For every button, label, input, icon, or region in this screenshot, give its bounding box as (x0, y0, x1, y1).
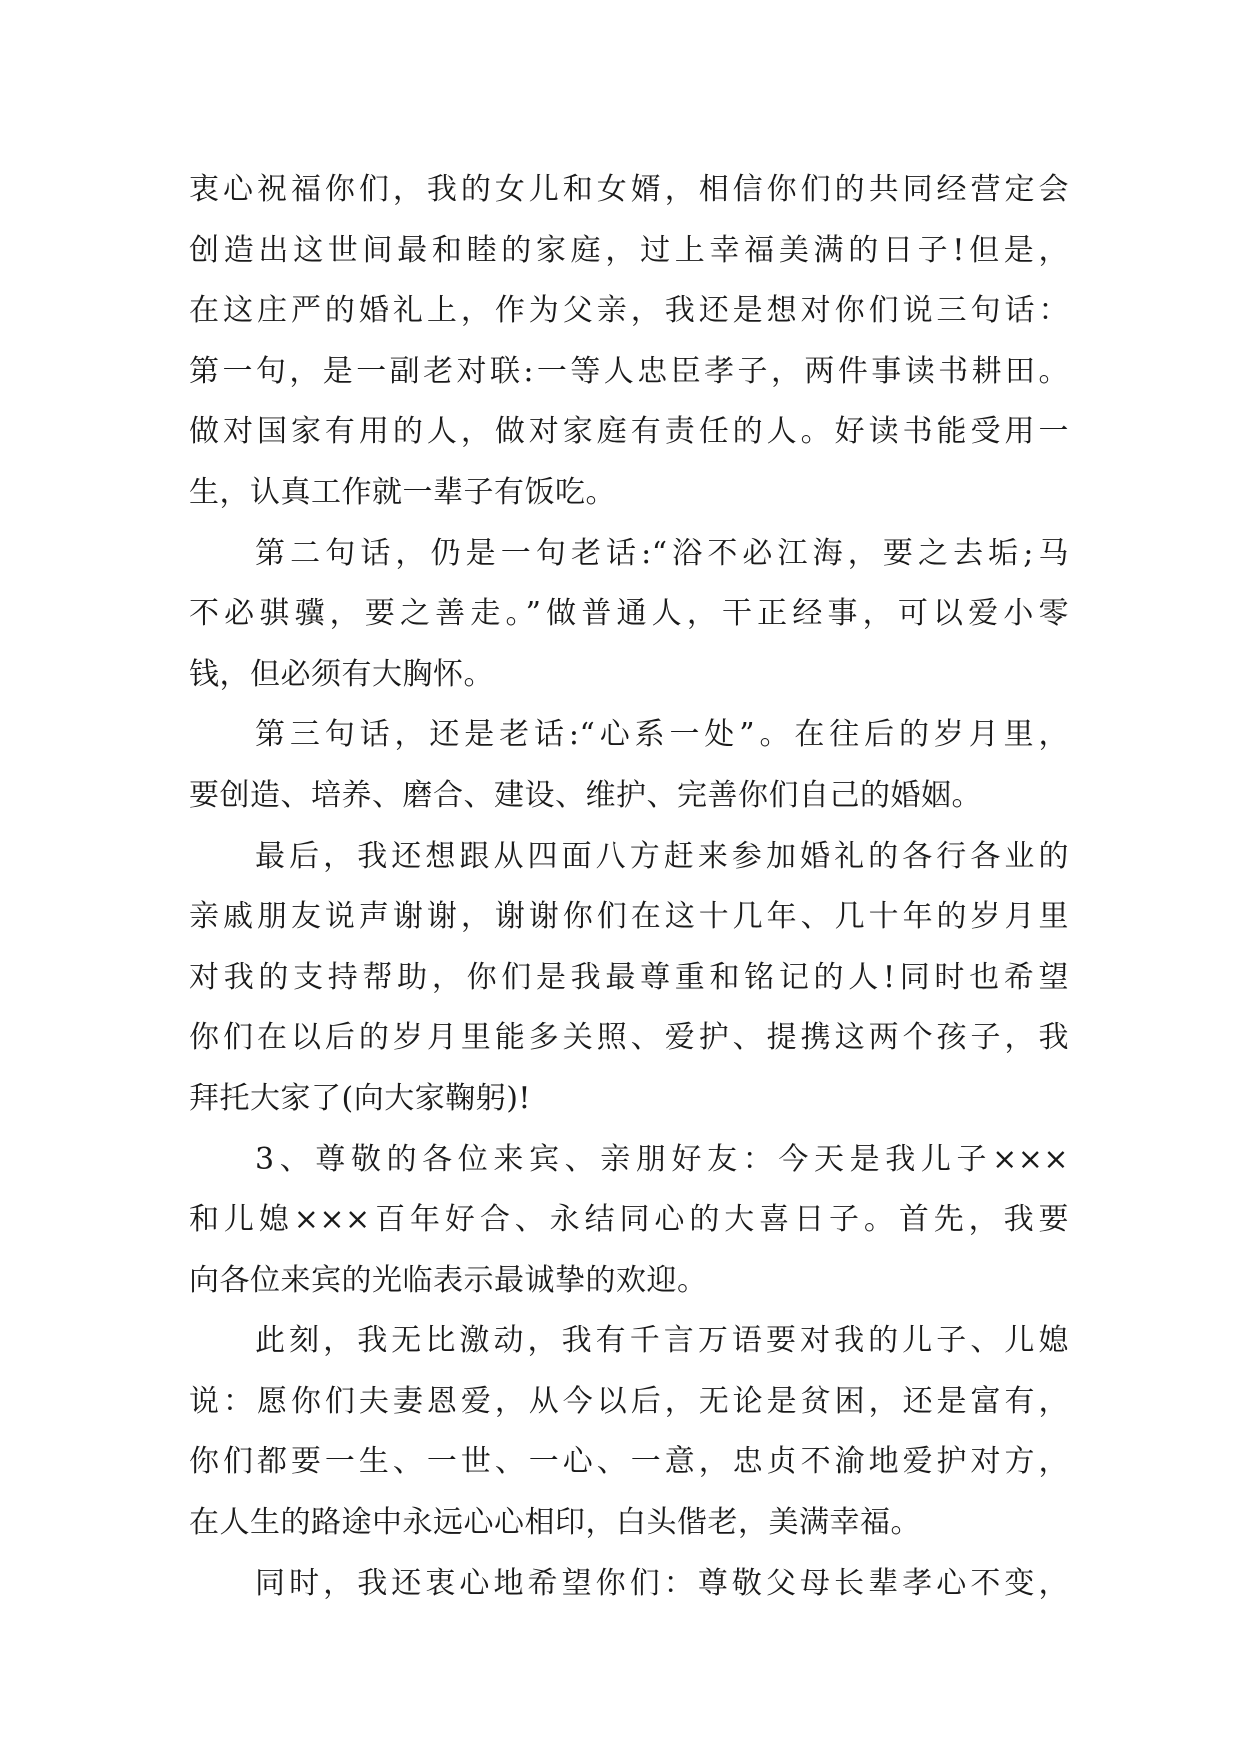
text-line: 同时，我还衷心地希望你们：尊敬父母长辈孝心不变， (255, 1565, 1069, 1601)
text-line: 3、尊敬的各位来宾、亲朋好友：今天是我儿子××× (255, 1141, 1069, 1177)
text-line: 在人生的路途中永远心心相印，白头偕老，美满幸福。 (189, 1505, 921, 1541)
body-text (189, 160, 1069, 1614)
text-line: 钱，但必须有大胸怀。 (189, 656, 494, 692)
text-line: 拜托大家了(向大家鞠躬)! (189, 1080, 531, 1116)
text-line: 你们都要一生、一世、一心、一意，忠贞不渝地爱护对方， (189, 1444, 1069, 1480)
text-line: 你们在以后的岁月里能多关照、爱护、提携这两个孩子，我 (189, 1020, 1069, 1056)
text-line: 亲戚朋友说声谢谢，谢谢你们在这十几年、几十年的岁月里 (189, 899, 1069, 935)
text-line: 最后，我还想跟从四面八方赶来参加婚礼的各行各业的 (255, 838, 1069, 874)
text-line: 和儿媳×××百年好合、永结同心的大喜日子。首先，我要 (189, 1202, 1069, 1238)
text-line: 要创造、培养、磨合、建设、维护、完善你们自己的婚姻。 (189, 777, 982, 813)
text-line: 向各位来宾的光临表示最诚挚的欢迎。 (189, 1262, 708, 1298)
text-line: 衷心祝福你们，我的女儿和女婿，相信你们的共同经营定会 (189, 172, 1069, 207)
text-line: 此刻，我无比激动，我有千言万语要对我的儿子、儿媳 (255, 1323, 1069, 1359)
text-line: 第一句，是一副老对联:一等人忠臣孝子，两件事读书耕田。 (189, 353, 1069, 389)
text-line: 第三句话，还是老话:“心系一处”。在往后的岁月里， (255, 717, 1069, 753)
text-line: 第二句话，仍是一句老话:“浴不必江海，要之去垢;马 (255, 535, 1069, 571)
text-line: 生，认真工作就一辈子有饭吃。 (189, 474, 616, 510)
text-line: 对我的支持帮助，你们是我最尊重和铭记的人!同时也希望 (189, 959, 1069, 995)
text-line: 做对国家有用的人，做对家庭有责任的人。好读书能受用一 (189, 414, 1069, 450)
text-line: 不必骐骥，要之善走。”做普通人，干正经事，可以爱小零 (189, 596, 1069, 632)
text-line: 创造出这世间最和睦的家庭，过上幸福美满的日子!但是， (189, 232, 1069, 268)
text-line: 在这庄严的婚礼上，作为父亲，我还是想对你们说三句话： (189, 293, 1069, 329)
text-line: 说：愿你们夫妻恩爱，从今以后，无论是贫困，还是富有， (189, 1383, 1069, 1419)
